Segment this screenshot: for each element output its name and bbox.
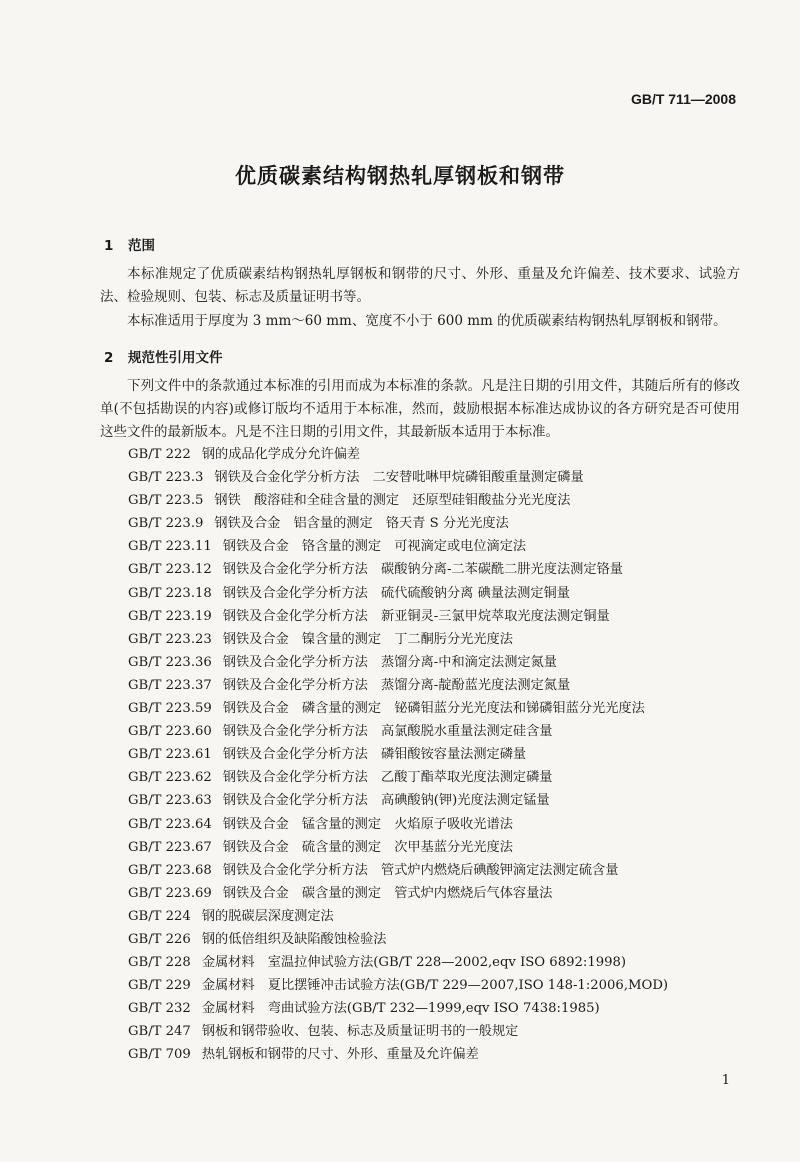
reference-code: GB/T 247 <box>128 1024 191 1040</box>
reference-title: 钢铁 酸溶硅和全硅含量的测定 还原型硅钼酸盐分光光度法 <box>214 493 571 509</box>
reference-code: GB/T 223.64 <box>128 816 212 832</box>
reference-title: 钢铁及合金 硫含量的测定 次甲基蓝分光光度法 <box>222 839 513 855</box>
reference-code: GB/T 229 <box>128 978 191 994</box>
reference-title: 钢铁及合金化学分析方法 蒸馏分离-靛酚蓝光度法测定氮量 <box>222 677 571 693</box>
reference-code: GB/T 223.3 <box>128 470 204 486</box>
reference-code: GB/T 223.12 <box>128 562 212 578</box>
reference-item <box>128 605 748 628</box>
reference-code: GB/T 223.62 <box>128 770 212 786</box>
reference-item <box>128 1043 748 1066</box>
reference-title: 钢铁及合金 镍含量的测定 丁二酮肟分光光度法 <box>222 631 513 647</box>
reference-code: GB/T 223.69 <box>128 885 212 901</box>
reference-item <box>128 628 748 651</box>
reference-title: 钢铁及合金化学分析方法 高碘酸钠(钾)光度法测定锰量 <box>222 793 550 809</box>
reference-code: GB/T 223.19 <box>128 608 212 624</box>
reference-item <box>128 997 748 1020</box>
reference-item <box>128 466 748 489</box>
reference-title: 钢铁及合金化学分析方法 管式炉内燃烧后碘酸钾滴定法测定硫含量 <box>222 862 619 878</box>
document-title: 优质碳素结构钢热轧厚钢板和钢带 <box>235 164 565 188</box>
section-heading-normative-references <box>104 346 223 366</box>
reference-code: GB/T 709 <box>128 1047 191 1063</box>
section-title: 范围 <box>128 238 155 254</box>
section-title: 规范性引用文件 <box>128 350 223 366</box>
reference-code: GB/T 232 <box>128 1001 191 1017</box>
reference-code: GB/T 223.60 <box>128 724 212 740</box>
reference-item <box>128 1020 748 1043</box>
section-number: 1 <box>104 238 114 254</box>
reference-title: 钢的脱碳层深度测定法 <box>201 908 334 924</box>
reference-title: 钢铁及合金 磷含量的测定 铋磷钼蓝分光光度法和锑磷钼蓝分光光度法 <box>222 701 645 717</box>
reference-title: 钢铁及合金化学分析方法 蒸馏分离-中和滴定法测定氮量 <box>222 654 557 670</box>
reference-code: GB/T 223.61 <box>128 747 212 763</box>
reference-item <box>128 813 748 836</box>
reference-item <box>128 882 748 905</box>
reference-title: 钢铁及合金 铬含量的测定 可视滴定或电位滴定法 <box>222 539 527 555</box>
paragraph: 本标准适用于厚度为 3 mm～60 mm、宽度不小于 600 mm 的优质碳素结构钢热轧厚钢板和钢带。 <box>127 313 727 329</box>
reference-title: 钢铁及合金化学分析方法 磷钼酸铵容量法测定磷量 <box>222 747 527 763</box>
reference-code: GB/T 223.36 <box>128 654 212 670</box>
reference-title: 钢铁及合金化学分析方法 硫代硫酸钠分离 碘量法测定铜量 <box>222 585 570 601</box>
reference-code: GB/T 223.68 <box>128 862 212 878</box>
section-number: 2 <box>104 350 114 366</box>
reference-code: GB/T 222 <box>128 447 191 462</box>
reference-item <box>128 951 748 974</box>
reference-item <box>128 836 748 859</box>
reference-title: 钢板和钢带验收、包装、标志及质量证明书的一般规定 <box>201 1024 519 1040</box>
reference-code: GB/T 223.18 <box>128 585 212 601</box>
reference-title: 钢铁及合金化学分析方法 高氯酸脱水重量法测定硅含量 <box>222 724 553 740</box>
reference-title: 热轧钢板和钢带的尺寸、外形、重量及允许偏差 <box>201 1047 479 1063</box>
reference-title: 金属材料 室温拉伸试验方法(GB/T 228—2002,eqv ISO 6892:1998) <box>201 955 627 971</box>
reference-item <box>128 674 748 697</box>
reference-code: GB/T 223.67 <box>128 839 212 855</box>
reference-item <box>128 489 748 512</box>
reference-item <box>128 582 748 605</box>
reference-item <box>128 974 748 997</box>
reference-title: 金属材料 弯曲试验方法(GB/T 232—1999,eqv ISO 7438:1985) <box>201 1001 600 1017</box>
reference-title: 钢的成品化学成分允许偏差 <box>201 447 361 462</box>
reference-code: GB/T 223.63 <box>128 793 212 809</box>
paragraph: 本标准规定了优质碳素结构钢热轧厚钢板和钢带的尺寸、外形、重量及允许偏差、技术要求、试验方法、检验规则、包装、标志及质量证明书等。 <box>100 266 740 305</box>
page-number: 1 <box>721 1073 730 1088</box>
reference-title: 钢铁及合金化学分析方法 二安替吡啉甲烷磷钼酸重量测定磷量 <box>214 470 584 486</box>
reference-code: GB/T 223.11 <box>128 539 212 555</box>
reference-code: GB/T 223.9 <box>128 516 204 532</box>
reference-item <box>128 720 748 743</box>
reference-item <box>128 766 748 789</box>
reference-item <box>128 535 748 558</box>
reference-item <box>128 928 748 951</box>
reference-code: GB/T 223.23 <box>128 631 212 647</box>
standard-number: GB/T 711—2008 <box>630 91 736 107</box>
reference-code: GB/T 223.59 <box>128 701 212 717</box>
reference-title: 钢铁及合金化学分析方法 新亚铜灵-三氯甲烷萃取光度法测定铜量 <box>222 608 610 624</box>
reference-title: 钢铁及合金 碳含量的测定 管式炉内燃烧后气体容量法 <box>222 885 553 901</box>
paragraph: 下列文件中的条款通过本标准的引用而成为本标准的条款。凡是注日期的引用文件，其随后所有的修改单(不包括勘误的内容)或修订版均不适用于本标准，然而，鼓励根据本标准达成协议的各方研究是否可使用这些文件的最新版本。凡是不注日期的引用文件，其最新版本适用于本标准。 <box>100 378 740 440</box>
reference-title: 金属材料 夏比摆锤冲击试验方法(GB/T 229—2007,ISO 148-1:2006,MOD) <box>201 978 669 994</box>
reference-item <box>128 651 748 674</box>
reference-item <box>128 859 748 882</box>
reference-title: 钢铁及合金 锰含量的测定 火焰原子吸收光谱法 <box>222 816 513 832</box>
reference-item <box>128 558 748 581</box>
reference-title: 钢铁及合金 铝含量的测定 铬天青 S 分光光度法 <box>214 516 509 532</box>
reference-item <box>128 743 748 766</box>
reference-item <box>128 512 748 535</box>
reference-item <box>128 905 748 928</box>
section-heading-scope <box>104 234 155 254</box>
reference-code: GB/T 223.37 <box>128 677 212 693</box>
reference-code: GB/T 224 <box>128 908 191 924</box>
reference-code: GB/T 226 <box>128 931 191 947</box>
reference-title: 钢铁及合金化学分析方法 乙酸丁酯萃取光度法测定磷量 <box>222 770 553 786</box>
reference-title: 钢的低倍组织及缺陷酸蚀检验法 <box>201 931 387 947</box>
reference-code: GB/T 228 <box>128 955 191 971</box>
reference-code: GB/T 223.5 <box>128 493 204 509</box>
reference-item <box>128 697 748 720</box>
reference-list <box>128 443 748 1067</box>
reference-title: 钢铁及合金化学分析方法 碳酸钠分离-二苯碳酰二肼光度法测定铬量 <box>222 562 623 578</box>
reference-item <box>128 789 748 812</box>
reference-item <box>128 443 748 466</box>
